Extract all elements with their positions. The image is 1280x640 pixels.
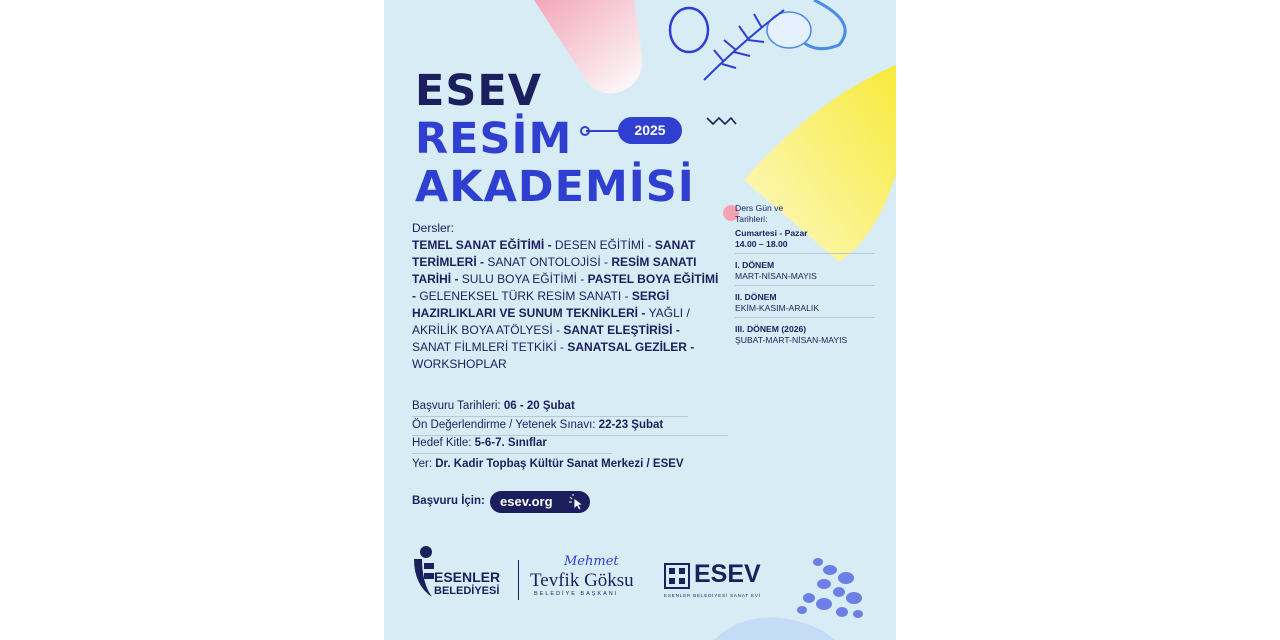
title-line-2: RESİM xyxy=(415,114,573,164)
course-item: RESİM SANATI TARİHİ xyxy=(412,255,697,286)
application-dates-value: 06 - 20 Şubat xyxy=(503,400,575,412)
esenler-logo-line-1: ESENLER xyxy=(434,569,501,585)
poster xyxy=(384,0,896,640)
venue xyxy=(412,458,684,470)
course-item: YAĞLI / AKRİLİK BOYA ATÖLYESİ - xyxy=(412,306,690,337)
course-item: - xyxy=(638,306,649,320)
term-3-months: ŞUBAT-MART-NİSAN-MAYIS xyxy=(735,335,848,345)
apply-label: Başvuru İçin: xyxy=(412,495,485,507)
course-item: DESEN EĞİTİMİ - xyxy=(554,238,655,252)
logo-divider xyxy=(518,560,519,600)
exam-dates-value: 22-23 Şubat xyxy=(598,419,664,431)
application-dates xyxy=(412,400,575,412)
esenler-logo-line-2: BELEDİYESİ xyxy=(434,585,500,597)
course-item: SANAT FİLMLERİ TETKİKİ - xyxy=(412,340,568,354)
course-item: - xyxy=(672,323,680,337)
schedule-panel xyxy=(735,203,875,355)
cursor-click-icon xyxy=(566,494,588,512)
venue-label: Yer: xyxy=(412,458,436,470)
squiggle-shape xyxy=(707,118,736,124)
divider xyxy=(412,416,688,417)
esev-logo-name: ESEV xyxy=(694,560,761,588)
apply-url-text: esev.org xyxy=(500,494,553,509)
target-audience-label: Hedef Kitle: xyxy=(412,437,475,449)
esev-logo-subtitle: ESENLER BELEDİYESİ SANAT EVİ xyxy=(664,593,761,598)
courses-list xyxy=(412,237,722,373)
mayor-signature: Mehmet xyxy=(564,554,619,569)
target-audience-value: 5-6-7. Sınıflar xyxy=(474,437,547,449)
term-3-block xyxy=(735,324,875,349)
course-item: SANATSAL GEZİLER xyxy=(567,340,687,354)
course-item: SANAT ONTOLOJİSİ - xyxy=(487,255,612,269)
schedule-days-block xyxy=(735,203,875,254)
exam-dates xyxy=(412,419,663,431)
term-2-label: II. DÖNEM xyxy=(735,292,777,302)
term-3-label: III. DÖNEM (2026) xyxy=(735,324,807,334)
schedule-days: Cumartesi - Pazar xyxy=(735,228,808,238)
mayor-name: Tevfik Göksu xyxy=(530,570,634,591)
target-audience xyxy=(412,437,547,449)
course-item: - xyxy=(476,255,488,269)
schedule-hours: 14.00 – 18.00 xyxy=(735,239,788,249)
course-item: GELENEKSEL TÜRK RESİM SANATI - xyxy=(419,289,632,303)
course-item: SANAT TERİMLERİ xyxy=(412,238,696,269)
exam-dates-label: Ön Değerlendirme / Yetenek Sınavı: xyxy=(412,419,599,431)
term-2-block xyxy=(735,292,875,318)
term-1-block xyxy=(735,260,875,286)
esev-logo-icon xyxy=(664,563,690,589)
course-item: SULU BOYA EĞİTİMİ - xyxy=(461,272,588,286)
esenler-logo-icon xyxy=(412,545,436,599)
application-dates-label: Başvuru Tarihleri: xyxy=(412,400,504,412)
course-item: - xyxy=(412,289,420,303)
course-item: TEMEL SANAT EĞİTİMİ xyxy=(412,238,545,252)
year-pill-connector xyxy=(586,130,618,132)
title-line-1: ESEV xyxy=(415,66,542,116)
year-badge: 2025 xyxy=(618,117,682,144)
course-item: WORKSHOPLAR xyxy=(412,357,507,371)
title-line-3: AKADEMİSİ xyxy=(415,162,695,212)
outline-blob-shape xyxy=(670,8,708,52)
course-item: - xyxy=(544,238,555,252)
courses-label: Dersler: xyxy=(412,221,455,235)
course-item: PASTEL BOYA EĞİTİMİ xyxy=(587,272,719,286)
mayor-title: BELEDİYE BAŞKANI xyxy=(534,591,619,597)
divider xyxy=(412,453,612,454)
term-1-months: MART-NİSAN-MAYIS xyxy=(735,271,817,281)
term-2-months: EKİM-KASIM-ARALIK xyxy=(735,303,820,313)
course-item: SANAT ELEŞTİRİSİ xyxy=(563,323,673,337)
venue-value: Dr. Kadir Topbaş Kültür Sanat Merkezi / ESEV xyxy=(435,458,684,470)
course-item: - xyxy=(686,340,695,354)
apply-url-link[interactable] xyxy=(490,491,590,513)
pink-capsule-shape xyxy=(534,0,642,93)
term-1-label: I. DÖNEM xyxy=(735,260,775,270)
bottom-wave-shape xyxy=(714,618,834,640)
course-item: SERGİ HAZIRLIKLARI VE SUNUM TEKNİKLERİ xyxy=(412,289,670,320)
course-item: - xyxy=(451,272,462,286)
schedule-label: Ders Gün ve Tarihleri: xyxy=(735,203,784,224)
bottom-blob-cluster xyxy=(797,558,863,618)
divider xyxy=(412,435,728,436)
